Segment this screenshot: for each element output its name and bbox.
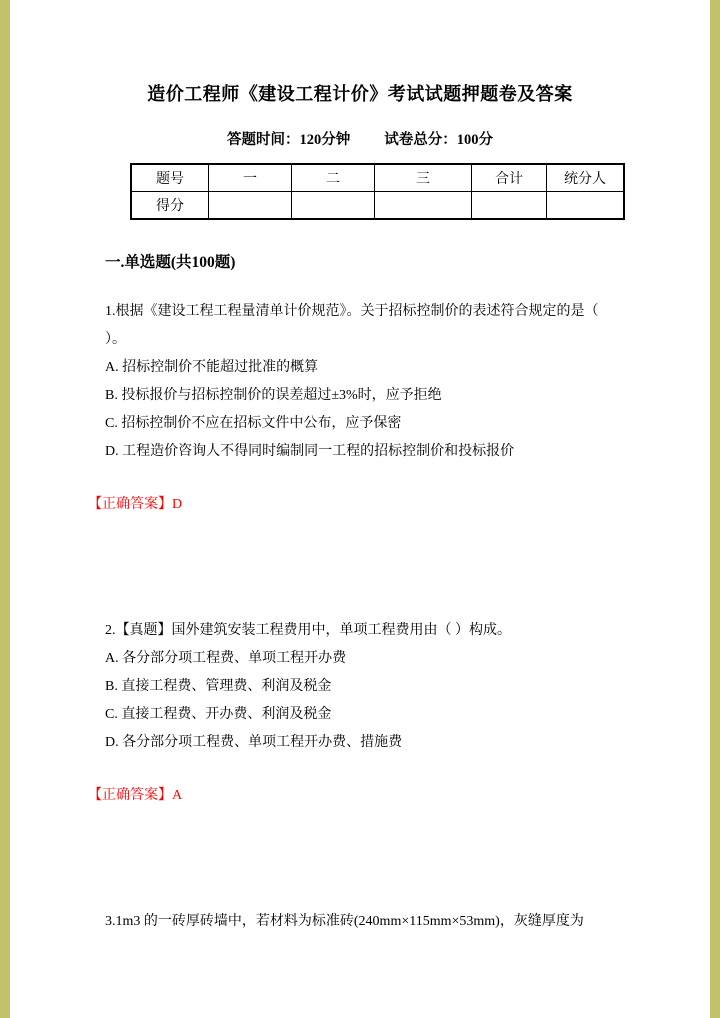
score-table xyxy=(130,163,625,220)
score-cell-empty xyxy=(292,192,375,220)
score-table-score-row xyxy=(131,192,624,220)
question-1 xyxy=(88,298,620,519)
score-table-header-cell: 合计 xyxy=(472,164,547,192)
section-heading: 一.单选题(共100题) xyxy=(105,254,236,271)
score-table-header-row xyxy=(131,164,624,192)
answer-label: 【正确答案】 xyxy=(88,497,172,512)
document-header xyxy=(10,80,710,149)
question-stem: 2.【真题】国外建筑安装工程费用中，单项工程费用由（ ）构成。 xyxy=(105,623,511,638)
question-option-a: A. 各分部分项工程费、单项工程开办费 xyxy=(105,651,347,666)
score-cell-empty xyxy=(209,192,292,220)
question-2 xyxy=(88,617,620,810)
question-option-c: C. 直接工程费、开办费、利润及税金 xyxy=(105,707,332,722)
answer-letter: D xyxy=(172,497,183,512)
answer-line xyxy=(88,491,620,519)
score-cell-empty xyxy=(472,192,547,220)
score-table-header-cell: 一 xyxy=(209,164,292,192)
document-body xyxy=(10,163,710,936)
score-cell-empty xyxy=(375,192,472,220)
question-stem: 3.1m3 的一砖厚砖墙中，若材料为标准砖(240mm×115mm×53mm)，灰缝厚度为 xyxy=(105,914,584,929)
score-row-label: 得分 xyxy=(131,192,209,220)
score-table-header-cell: 二 xyxy=(292,164,375,192)
question-option-b: B. 直接工程费、管理费、利润及税金 xyxy=(105,679,332,694)
question-option-d: D. 工程造价咨询人不得同时编制同一工程的招标控制价和投标报价 xyxy=(105,444,515,459)
score-table-header-cell: 统分人 xyxy=(547,164,625,192)
question-option-a: A. 招标控制价不能超过批准的概算 xyxy=(105,360,319,375)
score-cell-empty xyxy=(547,192,625,220)
page-title: 造价工程师《建设工程计价》考试试题押题卷及答案 xyxy=(147,84,573,104)
question-3 xyxy=(105,908,620,936)
question-option-c: C. 招标控制价不应在招标文件中公布，应予保密 xyxy=(105,416,402,431)
exam-meta-line xyxy=(10,128,710,149)
exam-time-label: 答题时间：120分钟 xyxy=(227,132,351,148)
question-stem: 1.根据《建设工程工程量清单计价规范》。关于招标控制价的表述符合规定的是（ ）。 xyxy=(105,304,599,347)
page-content xyxy=(10,0,710,936)
score-table-header-cell: 三 xyxy=(375,164,472,192)
question-option-b: B. 投标报价与招标控制价的误差超过±3%时，应予拒绝 xyxy=(105,388,442,403)
answer-letter: A xyxy=(172,788,183,803)
score-table-header-cell: 题号 xyxy=(131,164,209,192)
question-option-d: D. 各分部分项工程费、单项工程开办费、措施费 xyxy=(105,735,403,750)
total-score-label: 试卷总分：100分 xyxy=(384,132,493,148)
answer-label: 【正确答案】 xyxy=(88,788,172,803)
answer-line xyxy=(88,782,620,810)
